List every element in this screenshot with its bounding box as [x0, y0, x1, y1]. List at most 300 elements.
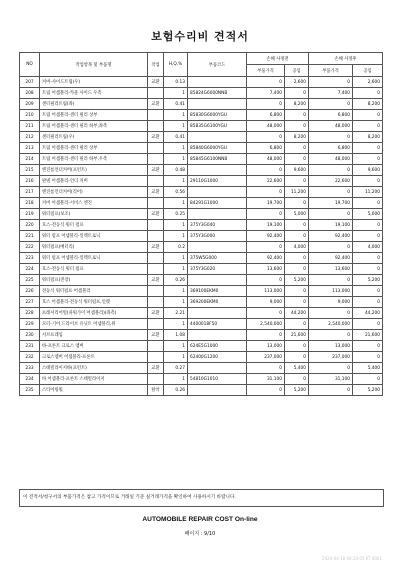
row-no: 209: [20, 99, 40, 110]
row-code: [188, 308, 247, 319]
row-hq: 1: [164, 198, 188, 209]
row-before-labor: 11,200: [285, 187, 309, 198]
row-code: 85840G6000YGU: [188, 143, 247, 154]
table-row: [20, 242, 383, 253]
row-before-part-price: 6,800: [247, 143, 285, 154]
row-before-labor: 0: [285, 110, 309, 121]
row-no: 220: [20, 220, 40, 231]
row-after-part-price: 6,800: [309, 143, 353, 154]
col-header-hq: H,Q,%: [164, 53, 188, 77]
row-before-labor: 9,600: [285, 165, 309, 176]
row-after-labor: 0: [353, 220, 383, 231]
row-item: 트림 어셈블리-센터 필러 상부: [40, 143, 148, 154]
row-after-labor: 0: [353, 198, 383, 209]
row-no: 226: [20, 286, 40, 297]
row-work: [148, 286, 164, 297]
row-after-labor: 0: [353, 374, 383, 385]
row-code: [188, 330, 247, 341]
print-timestamp: 2024-04-18 04:20:05 KT 0001: [322, 556, 382, 561]
row-before-part-price: 0: [247, 165, 285, 176]
row-work: 교환: [148, 209, 164, 220]
table-row: [20, 220, 383, 231]
row-no: 234: [20, 374, 40, 385]
row-work: 교환: [148, 308, 164, 319]
row-before-part-price: 0: [247, 242, 285, 253]
row-before-labor: 0: [285, 88, 309, 99]
row-before-part-price: 0: [247, 385, 285, 396]
row-after-part-price: 0: [309, 132, 353, 143]
row-no: 231: [20, 341, 40, 352]
table-row: [20, 198, 383, 209]
row-work: [148, 341, 164, 352]
row-after-labor: 8,200: [353, 132, 383, 143]
row-after-labor: 0: [353, 297, 383, 308]
row-item: 트림 어셈블리-센터 필러 하부,좌측: [40, 121, 148, 132]
row-before-part-price: 0: [247, 363, 285, 374]
row-work: [148, 121, 164, 132]
row-hq: 1: [164, 176, 188, 187]
row-item: 커버-사이드트림(우): [40, 77, 148, 88]
table-row: [20, 308, 383, 319]
row-after-part-price: 0: [309, 308, 353, 319]
row-work: [148, 264, 164, 275]
document-title: 보험수리비 견적서: [151, 30, 249, 43]
row-before-labor: 0: [285, 341, 309, 352]
row-before-labor: 5,200: [285, 275, 309, 286]
row-item: 판넬 어셈블리-언더 커버: [40, 176, 148, 187]
row-hq: 1: [164, 374, 188, 385]
row-after-part-price: 48,000: [309, 154, 353, 165]
row-after-labor: 0: [353, 319, 383, 330]
row-before-labor: 0: [285, 143, 309, 154]
table-row: [20, 121, 383, 132]
col-header-code: 부품코드: [188, 53, 247, 77]
row-after-labor: 5,200: [353, 275, 383, 286]
row-before-part-price: 13,600: [247, 264, 285, 275]
row-code: [188, 77, 247, 88]
row-after-part-price: 113,000: [309, 286, 353, 297]
row-no: 211: [20, 121, 40, 132]
row-hq: 0.48: [164, 165, 188, 176]
row-after-labor: 0: [353, 110, 383, 121]
table-row: [20, 132, 383, 143]
row-after-labor: 5,000: [353, 209, 383, 220]
row-no: 228: [20, 308, 40, 319]
row-no: 233: [20, 363, 40, 374]
row-before-part-price: 113,000: [247, 286, 285, 297]
row-no: 221: [20, 231, 40, 242]
row-before-labor: 0: [285, 154, 309, 165]
col-header-before-part-price: 부품가격: [247, 65, 285, 77]
row-before-part-price: 0: [247, 308, 285, 319]
row-no: 216: [20, 176, 40, 187]
row-after-labor: 0: [353, 352, 383, 363]
row-before-labor: 0: [285, 253, 309, 264]
row-after-labor: 0: [353, 341, 383, 352]
row-before-part-price: 0: [247, 275, 285, 286]
row-after-part-price: 6,800: [309, 110, 353, 121]
table-row: [20, 165, 383, 176]
row-item: 호스 어셈블리-전동식 워터펌프,인렛: [40, 297, 148, 308]
table-row: [20, 176, 383, 187]
table-row: [20, 110, 383, 121]
row-no: 208: [20, 88, 40, 99]
row-after-part-price: 0: [309, 385, 353, 396]
row-before-part-price: 6,800: [247, 110, 285, 121]
row-after-part-price: 19,700: [309, 198, 353, 209]
row-item: 모터-기어 드라이브 유닛트 어셈블리,위: [40, 319, 148, 330]
row-item: 엔진룸언더커버(프런트): [40, 165, 148, 176]
row-hq: 0.13: [164, 77, 188, 88]
row-after-part-price: 0: [309, 77, 353, 88]
row-before-part-price: 92,400: [247, 253, 285, 264]
row-item: 워터 펌프 어셈블리-일렉트로닉: [40, 253, 148, 264]
row-after-labor: 0: [353, 88, 383, 99]
row-hq: 1: [164, 253, 188, 264]
row-item: 프레셔리어빌(파워가이 어셈블리)(좌측): [40, 308, 148, 319]
row-no: 217: [20, 187, 40, 198]
row-code: [188, 275, 247, 286]
row-before-part-price: 92,400: [247, 231, 285, 242]
row-after-labor: 4,000: [353, 242, 383, 253]
row-no: 215: [20, 165, 40, 176]
row-work: 교환: [148, 275, 164, 286]
row-work: [148, 297, 164, 308]
price-notice: 이 견적서/청구서의 부품가격은 참고 가격이므로 거래일 기준 실거래가격을 확인하여 사용하시기 바랍니다.: [19, 489, 384, 507]
row-hq: 0.26: [164, 385, 188, 396]
estimate-table: [19, 52, 383, 396]
row-hq: 1: [164, 352, 188, 363]
row-hq: 0.56: [164, 187, 188, 198]
table-row: [20, 385, 383, 396]
row-work: 교환: [148, 99, 164, 110]
row-after-labor: 0: [353, 121, 383, 132]
row-before-part-price: 9,000: [247, 297, 285, 308]
row-work: [148, 231, 164, 242]
row-work: 교환: [148, 242, 164, 253]
row-before-labor: 0: [285, 231, 309, 242]
row-hq: 1: [164, 297, 188, 308]
row-after-part-price: 19,100: [309, 220, 353, 231]
row-before-part-price: 0: [247, 99, 285, 110]
row-work: [148, 110, 164, 121]
col-group-before: 손해 사정전: [247, 53, 309, 65]
row-before-part-price: 0: [247, 209, 285, 220]
row-after-part-price: 0: [309, 165, 353, 176]
row-before-labor: 0: [285, 176, 309, 187]
row-work: [148, 88, 164, 99]
row-item: 워터펌프(배터리): [40, 242, 148, 253]
row-no: 225: [20, 275, 40, 286]
row-after-labor: 2,600: [353, 77, 383, 88]
row-work: 교환: [148, 363, 164, 374]
row-hq: 1: [164, 88, 188, 99]
row-code: 85835G6100YGU: [188, 121, 247, 132]
row-code: 375Y3G020: [188, 264, 247, 275]
row-item: 워터펌프(보조): [40, 209, 148, 220]
table-row: [20, 143, 383, 154]
table-row: [20, 374, 383, 385]
row-code: [188, 165, 247, 176]
row-after-part-price: 0: [309, 275, 353, 286]
table-row: [20, 363, 383, 374]
row-work: 교환: [148, 132, 164, 143]
row-before-labor: 0: [285, 297, 309, 308]
row-item: 트림 어셈블리-센터 필러 상부: [40, 110, 148, 121]
row-work: 교환: [148, 330, 164, 341]
row-after-labor: 0: [353, 231, 383, 242]
row-work: [148, 176, 164, 187]
row-no: 230: [20, 330, 40, 341]
row-hq: 0.41: [164, 99, 188, 110]
row-work: 교환: [148, 77, 164, 88]
row-after-part-price: 0: [309, 209, 353, 220]
row-item: 센터필러트림(우): [40, 132, 148, 143]
row-after-labor: 5,400: [353, 363, 383, 374]
row-hq: 1: [164, 143, 188, 154]
row-after-part-price: 0: [309, 99, 353, 110]
row-after-labor: 0: [353, 286, 383, 297]
table-row: [20, 88, 383, 99]
row-code: 375Y3G000: [188, 231, 247, 242]
row-before-part-price: 19,700: [247, 198, 285, 209]
row-after-part-price: 9,000: [309, 297, 353, 308]
row-hq: 1: [164, 121, 188, 132]
row-before-labor: 0: [285, 352, 309, 363]
row-before-part-price: 13,000: [247, 341, 285, 352]
row-code: [188, 209, 247, 220]
table-row: [20, 264, 383, 275]
row-no: 213: [20, 143, 40, 154]
row-after-labor: 8,200: [353, 99, 383, 110]
row-no: 224: [20, 264, 40, 275]
row-hq: 1: [164, 341, 188, 352]
row-before-labor: 5,400: [285, 363, 309, 374]
row-hq: 1: [164, 220, 188, 231]
row-item: 크로스멤버 어셈블리-프론트: [40, 352, 148, 363]
row-before-part-price: 31,100: [247, 374, 285, 385]
col-header-after-part-price: 부품가격: [309, 65, 353, 77]
col-header-work: 작업: [148, 53, 164, 77]
row-hq: 1: [164, 319, 188, 330]
row-work: [148, 198, 164, 209]
row-code: 29110G1000: [188, 176, 247, 187]
row-hq: 1: [164, 286, 188, 297]
row-after-labor: 0: [353, 154, 383, 165]
row-after-part-price: 0: [309, 242, 353, 253]
row-item: 스태빌라이저바(프런트): [40, 363, 148, 374]
col-group-after: 손해 사정후: [309, 53, 383, 65]
row-item: 호스-전동식 워터 펌프: [40, 264, 148, 275]
row-after-part-price: 0: [309, 363, 353, 374]
row-code: 4400018F50: [188, 319, 247, 330]
row-code: 85830G6000YGU: [188, 110, 247, 121]
col-header-after-labor: 공임: [353, 65, 383, 77]
row-no: 210: [20, 110, 40, 121]
row-code: 375Y3G040: [188, 220, 247, 231]
row-work: 탈착: [148, 385, 164, 396]
row-hq: 0.25: [164, 209, 188, 220]
row-after-labor: 5,200: [353, 385, 383, 396]
row-item: 엔진룸언더커버(리어): [40, 187, 148, 198]
row-before-part-price: 0: [247, 187, 285, 198]
footer-title: AUTOMOBILE REPAIR COST On-line: [142, 516, 258, 523]
row-item: 센터필러트림(좌): [40, 99, 148, 110]
row-before-part-price: 48,000: [247, 154, 285, 165]
row-after-part-price: 48,000: [309, 121, 353, 132]
row-hq: 1: [164, 110, 188, 121]
table-row: [20, 154, 383, 165]
row-hq: 0.27: [164, 363, 188, 374]
row-item: 전동식 워터펌프 어셈블리: [40, 286, 148, 297]
row-hq: 2.21: [164, 308, 188, 319]
row-no: 219: [20, 209, 40, 220]
row-item: 커버 어셈블리-서비스 엔진: [40, 198, 148, 209]
row-after-labor: 21,600: [353, 330, 383, 341]
row-before-part-price: 2,540,000: [247, 319, 285, 330]
row-hq: 0.26: [164, 275, 188, 286]
row-before-part-price: 237,000: [247, 352, 285, 363]
row-before-labor: 5,000: [285, 209, 309, 220]
table-row: [20, 319, 383, 330]
row-work: 교환: [148, 187, 164, 198]
row-code: [188, 187, 247, 198]
row-code: [188, 99, 247, 110]
row-hq: 1.08: [164, 330, 188, 341]
row-after-labor: 0: [353, 143, 383, 154]
row-code: 85845G6100NNB: [188, 154, 247, 165]
row-after-part-price: 13,000: [309, 341, 353, 352]
row-item: 호스-전동식 워터 펌프: [40, 220, 148, 231]
row-code: [188, 242, 247, 253]
row-after-labor: 0: [353, 253, 383, 264]
row-code: 369100EKM0: [188, 286, 247, 297]
col-header-no: NO: [20, 53, 40, 77]
row-after-part-price: 2,540,000: [309, 319, 353, 330]
row-before-labor: 8,200: [285, 99, 309, 110]
row-work: [148, 253, 164, 264]
row-after-part-price: 22,600: [309, 176, 353, 187]
row-after-part-price: 13,600: [309, 264, 353, 275]
row-after-part-price: 0: [309, 187, 353, 198]
table-row: [20, 77, 383, 88]
row-code: 54810G1010: [188, 374, 247, 385]
row-item: 워터 펌프 어셈블리-일렉트로닉: [40, 231, 148, 242]
row-before-labor: 0: [285, 286, 309, 297]
row-after-labor: 44,200: [353, 308, 383, 319]
row-after-labor: 11,200: [353, 187, 383, 198]
row-before-part-price: 19,100: [247, 220, 285, 231]
row-code: 369200EKM0: [188, 297, 247, 308]
row-hq: 0.41: [164, 132, 188, 143]
row-after-labor: 0: [353, 264, 383, 275]
row-before-part-price: 22,600: [247, 176, 285, 187]
row-item: 바-프론트 크로스 멤버: [40, 341, 148, 352]
row-before-part-price: 48,000: [247, 121, 285, 132]
row-item: 트림 어셈블리-센터 필러 하부,우측: [40, 154, 148, 165]
row-no: 223: [20, 253, 40, 264]
row-no: 222: [20, 242, 40, 253]
row-no: 214: [20, 154, 40, 165]
estimate-rows: [20, 77, 383, 396]
row-code: [188, 363, 247, 374]
row-code: [188, 385, 247, 396]
row-code: 375W5G000: [188, 253, 247, 264]
table-row: [20, 341, 383, 352]
col-header-item: 작업항목 및 부품명: [40, 53, 148, 77]
row-after-part-price: 92,400: [309, 253, 353, 264]
row-work: [148, 154, 164, 165]
table-row: [20, 99, 383, 110]
row-hq: 1: [164, 154, 188, 165]
table-row: [20, 330, 383, 341]
row-before-labor: 21,600: [285, 330, 309, 341]
row-after-part-price: 92,400: [309, 231, 353, 242]
row-code: [188, 132, 247, 143]
row-item: 스티어링휠: [40, 385, 148, 396]
table-row: [20, 209, 383, 220]
row-code: 624E5G1000: [188, 341, 247, 352]
row-item: 서브프레임: [40, 330, 148, 341]
row-before-labor: 4,000: [285, 242, 309, 253]
page-number: 페이지 : 9/10: [184, 531, 216, 537]
row-code: 85824G6000NNB: [188, 88, 247, 99]
row-work: [148, 352, 164, 363]
row-hq: 0.2: [164, 242, 188, 253]
row-item: 워터펌프(전장): [40, 275, 148, 286]
row-hq: 1: [164, 231, 188, 242]
row-work: [148, 220, 164, 231]
row-before-labor: 2,600: [285, 77, 309, 88]
row-no: 207: [20, 77, 40, 88]
row-item: 바 어셈블리-프론트 스태빌라이저: [40, 374, 148, 385]
row-before-part-price: 0: [247, 330, 285, 341]
row-before-labor: 0: [285, 220, 309, 231]
row-no: 212: [20, 132, 40, 143]
col-header-before-labor: 공임: [285, 65, 309, 77]
row-no: 232: [20, 352, 40, 363]
row-hq: 1: [164, 264, 188, 275]
row-before-part-price: 7,400: [247, 88, 285, 99]
row-after-part-price: 31,100: [309, 374, 353, 385]
row-work: [148, 374, 164, 385]
row-before-part-price: 0: [247, 132, 285, 143]
row-before-labor: 0: [285, 264, 309, 275]
table-row: [20, 231, 383, 242]
row-before-labor: 0: [285, 319, 309, 330]
row-after-part-price: 7,400: [309, 88, 353, 99]
row-after-labor: 9,600: [353, 165, 383, 176]
row-before-labor: 44,200: [285, 308, 309, 319]
table-row: [20, 352, 383, 363]
table-row: [20, 286, 383, 297]
row-item: 트림 어셈블리-카울 사이드 우측: [40, 88, 148, 99]
row-work: [148, 143, 164, 154]
row-before-labor: 8,200: [285, 132, 309, 143]
table-row: [20, 187, 383, 198]
row-before-labor: 0: [285, 374, 309, 385]
row-after-part-price: 237,000: [309, 352, 353, 363]
table-row: [20, 275, 383, 286]
row-before-labor: 0: [285, 121, 309, 132]
table-row: [20, 297, 383, 308]
row-code: 84291G1000: [188, 198, 247, 209]
row-no: 229: [20, 319, 40, 330]
row-code: 62400G1200: [188, 352, 247, 363]
row-before-labor: 5,200: [285, 385, 309, 396]
row-no: 218: [20, 198, 40, 209]
table-row: [20, 253, 383, 264]
